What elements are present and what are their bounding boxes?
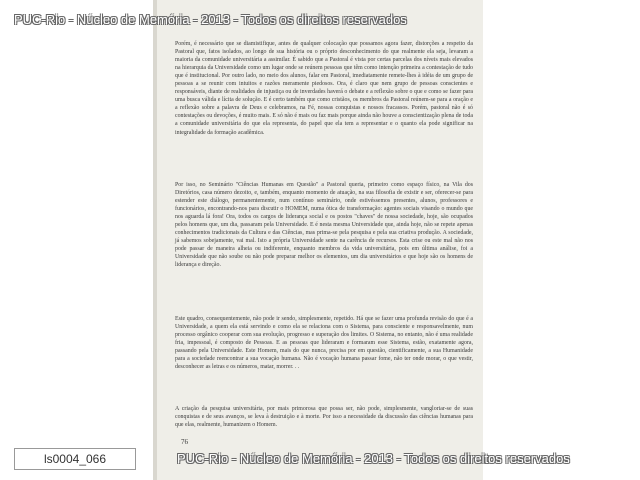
paragraph-2: Por isso, no Seminário "Ciências Humanas em Questão" a Pastoral queria, primeiro como espaço físico, na Vila dos Diretórios, casa número dezoito, e, também, enquanto momento de atuação, na sua filosofia de existir e ser, oferecer-se para estender este diálogo, permanentemente, num contínuo seminário, onde estivéssemos presentes, alunos, professores e funcionários, encontrando-nos para discutir o HOMEM, numa ótica de transformação: agentes sociais visando o mundo que nos aguarda lá fora! Ora, todos os cargos de liderança social e os postos "chaves" de nossa sociedade, hoje, são ocupados pelos homens que, um dia, passaram pela Universidade. E é nesta mesma Universidade que, ainda hoje, não se repete apenas conhecimentos tradicionais da Cultura e das Ciências, mas prima-se pela pesquisa e pela sua criativa produção. A sociedade, já sabemos sobejamente, vai mal. Isto a própria Universidade sente na carência de recursos. Esta crise ou este mal não nos pode passar de maneira alheia ou indiferente, enquanto membros da vida universitária, pois em última análise, foi a Universidade que não soube ou não pode preparar melhor os elementos, um dia universitários e que hoje são os homens de liderança e direção.: [175, 182, 473, 269]
watermark-bottom: PUC-Rio - Núcleo de Memória - 2013 - Todos os direitos reservados: [177, 451, 570, 466]
paragraph-4: A criação da pesquisa universitária, por mais primorosa que possa ser, não pode, simplesmente, vangloriar-se de suas conquistas e de seus avanços, se leva à destruição e à morte. Por isso a necessidade da discussão das ciências humanas para que elas, realmente, humanizem o Homem.: [175, 406, 473, 429]
document-id-label: ls0004_066: [14, 448, 136, 470]
watermark-top: PUC-Rio - Núcleo de Memória - 2013 - Todos os direitos reservados: [14, 12, 407, 27]
paragraph-1: Porém, é necessário que se diamistifique, antes de qualquer colocação que possamos agora fazer, distorções a respeito da Pastoral que, fatos isolados, ao longo de sua história ou o próprio desconhecimento do que realmente ela seja, levaram a maioria da comunidade universitária a assimilar. É sabido que a Pastoral é vista por certas parcelas dos níveis mais elevados na hierarquia da Universidade como um lugar onde se reúnem pessoas que têm como intenção primeira a contestação de tudo que é institucional. Por outro lado, no meio dos alunos, falar em Pastoral, imediatamente remete-lhes à idéia de um grupo de pessoas a se reunir com intuitos e razões meramente piedosos. Ora, é claro que nem grupo de pessoas conscientes e responsáveis, diante de realidades de injustiça ou de inverdades haverá o debate e a reflexão sobre o que e como se fazer para uma busca válida e lícita de solução. E é certo também que como cristãos, os membros da Pastoral reúnem-se para a oração e a reflexão sobre a palavra de Deus e celebramos, na Fé, nossas conquistas e nossos fracassos. Porém, pastoral não é só contestações ou devoções, é muito mais. E só não é mais ou faz mais porque ainda não houve a conscientização plena de toda a comunidade universitária do que ela representa, do papel que ela tem a representar e o quanto ela pode significar na integralidade da formação acadêmica.: [175, 41, 473, 136]
paragraph-3: Este quadro, consequentemente, não pode ir sendo, simplesmente, repetido. Há que se fazer uma profunda revisão do que é a Universidade, a quem ela está servindo e como ela se relaciona com o Sistema, para consciente e responsavelmente, num processo orgânico cooperar com sua evolução, progresso e superação dos limites. O Sistema, no entanto, não é uma realidade fria, impessoal, é composto de Pessoas. E as pessoas que lideraram e formaram esse Sistema, estão, exatamente agora, passando pela Universidade. Este Homem, mais do que nunca, precisa por em questão, cientificamente, a sua Humanidade para a sociedade reencontrar a sua vocação humana. Não é vocação humana passar fome, não ter onde morar, o que vestir, desconhecer as letras e os números, matar, morrer. . .: [175, 316, 473, 371]
page-number: 76: [181, 438, 188, 446]
